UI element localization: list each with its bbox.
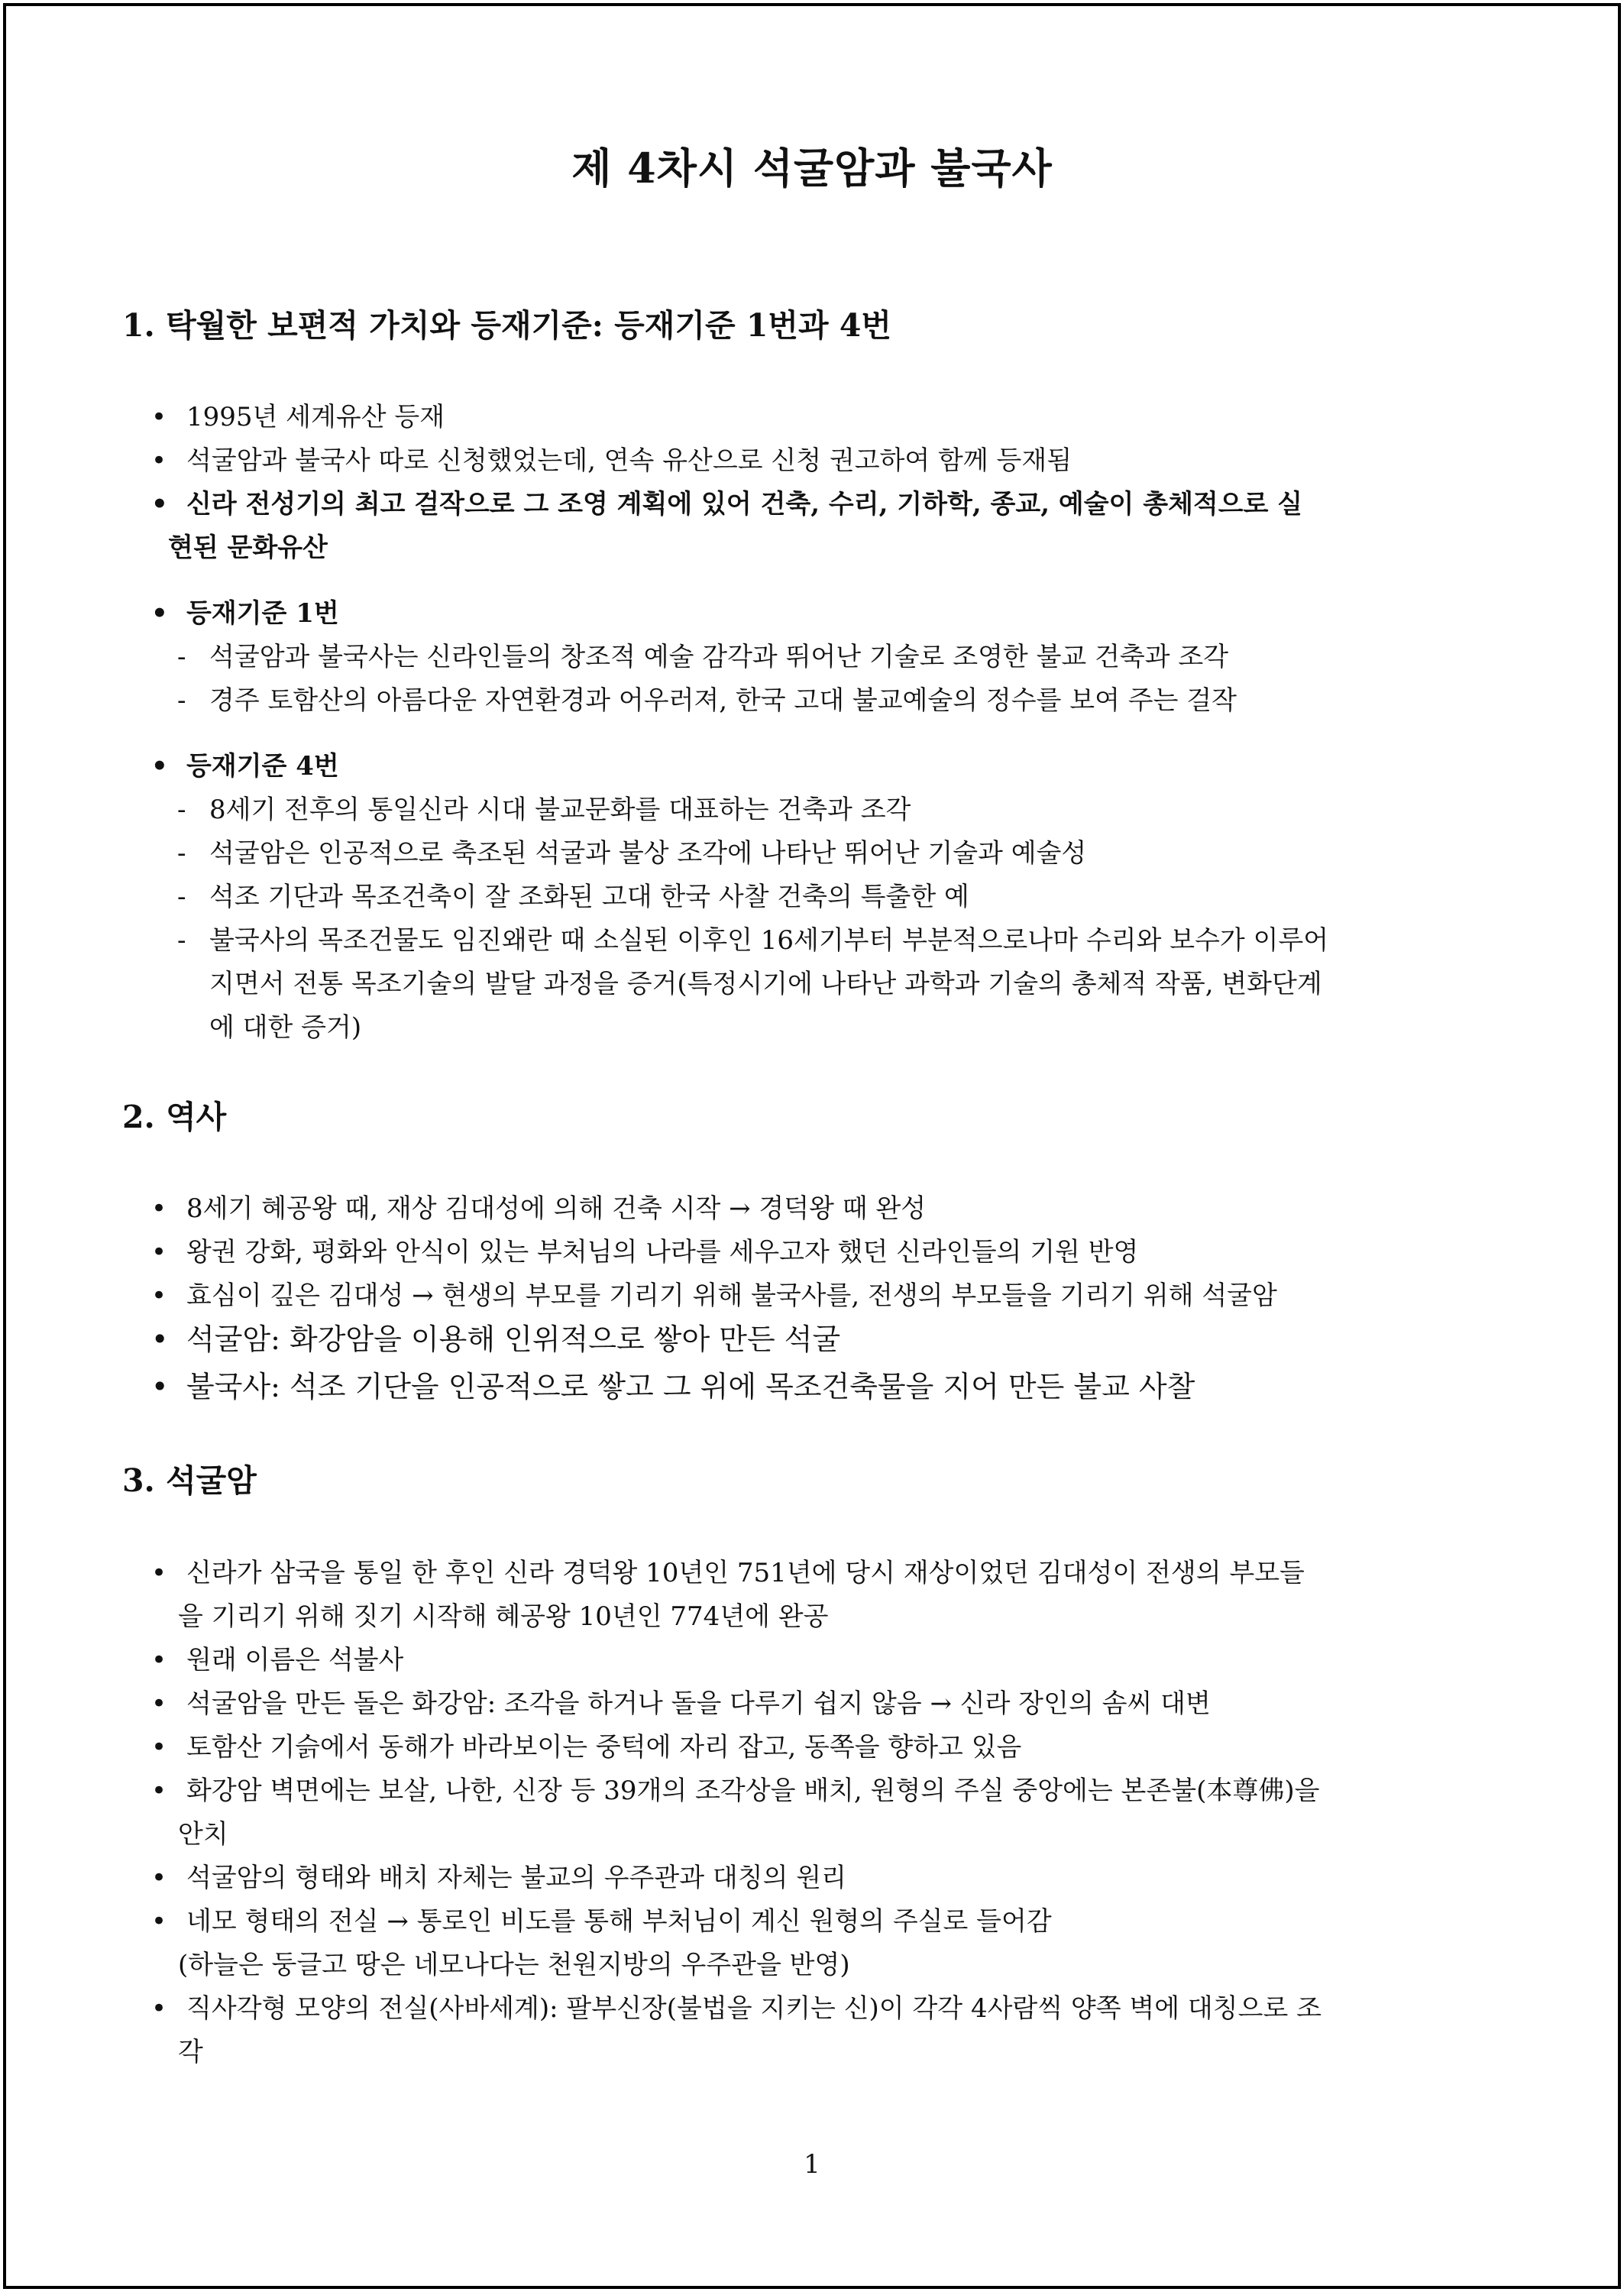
list-item (177, 681, 1237, 720)
list-item (151, 1772, 1319, 1810)
list-item-continuation: 각 (178, 2037, 203, 2067)
list-item-text: 신라가 삼국을 통일 한 후인 신라 경덕왕 10년인 751년에 당시 재상이었던 김대성이 전생의 부모들 (186, 1558, 1305, 1588)
list-item (151, 1320, 840, 1358)
list-item (177, 791, 911, 829)
list-item (151, 1368, 1195, 1406)
bullet-icon: • (151, 1993, 167, 2024)
list-item (151, 485, 1302, 523)
dash-icon: - (177, 838, 186, 869)
list-item-text: 석굴암의 형태와 배치 자체는 불교의 우주관과 대칭의 원리 (186, 1863, 846, 1893)
section3-heading: 3. 석굴암 (122, 1462, 257, 1499)
list-item-continuation: 을 기리기 위해 짓기 시작해 혜공왕 10년인 774년에 완공 (178, 1601, 829, 1632)
bullet-icon: • (151, 445, 167, 476)
list-item (151, 1277, 1277, 1315)
bullet-icon: • (151, 1645, 167, 1675)
section1-heading: 1. 탁월한 보편적 가치와 등재기준: 등재기준 1번과 4번 (122, 307, 892, 344)
dash-icon: - (177, 642, 186, 672)
bullet-icon: • (151, 402, 167, 432)
list-item-text: 등재기준 1번 (186, 598, 339, 629)
bullet-icon: • (151, 1280, 167, 1311)
list-item-text: 석굴암: 화강암을 이용해 인위적으로 쌓아 만든 석굴 (186, 1322, 841, 1356)
list-item-text: 등재기준 4번 (186, 751, 339, 782)
bullet-icon: • (151, 1732, 167, 1763)
list-item-continuation: (하늘은 둥글고 땅은 네모나다는 천원지방의 우주관을 반영) (178, 1950, 850, 1980)
dash-icon: - (177, 925, 186, 956)
list-item-continuation: 지면서 전통 목조기술의 발달 과정을 증거(특정시기에 나타난 과학과 기술의 총체적 작품, 변화단계 (209, 969, 1322, 999)
criterion4-label (151, 747, 339, 785)
document-page (3, 3, 1621, 2289)
section2-heading: 2. 역사 (122, 1099, 227, 1135)
list-item-text: 석굴암과 불국사는 신라인들의 창조적 예술 감각과 뛰어난 기술로 조영한 불교 건축과 조각 (209, 642, 1229, 672)
bullet-icon: • (151, 1322, 169, 1356)
list-item-continuation: 안치 (178, 1819, 228, 1850)
list-item (151, 1554, 1305, 1592)
list-item-text: 네모 형태의 전실 → 통로인 비도를 통해 부처님이 계신 원형의 주실로 들어감 (186, 1906, 1052, 1937)
list-item-text: 직사각형 모양의 전실(사바세계): 팔부신장(불법을 지키는 신)이 각각 4사람씩 양쪽 벽에 대칭으로 조 (186, 1993, 1322, 2024)
list-item (151, 398, 445, 436)
list-item-text: 석굴암과 불국사 따로 신청했었는데, 연속 유산으로 신청 권고하여 함께 등재됨 (186, 445, 1072, 476)
list-item-text: 불국사: 석조 기단을 인공적으로 쌓고 그 위에 목조건축물을 지어 만든 불교 사찰 (186, 1370, 1195, 1403)
page-number: 1 (804, 2149, 820, 2180)
bullet-icon: • (151, 751, 168, 782)
list-item (151, 1685, 1211, 1723)
bullet-icon: • (151, 598, 168, 629)
list-item-text: 불국사의 목조건물도 임진왜란 때 소실된 이후인 16세기부터 부분적으로나마 수리와 보수가 이루어 (209, 925, 1329, 956)
list-item (151, 1989, 1322, 2028)
list-item (177, 834, 1086, 872)
bullet-icon: • (151, 1688, 167, 1719)
list-item-text: 석굴암은 인공적으로 축조된 석굴과 불상 조각에 나타난 뛰어난 기술과 예술성 (209, 838, 1087, 869)
list-item (177, 878, 969, 916)
bullet-icon: • (151, 1558, 167, 1588)
list-item-text: 왕권 강화, 평화와 안식이 있는 부처님의 나라를 세우고자 했던 신라인들의 기원 반영 (186, 1237, 1139, 1267)
bullet-icon: • (151, 1370, 169, 1403)
document-title: 제 4차시 석굴암과 불국사 (571, 144, 1053, 193)
criterion1-label (151, 594, 339, 633)
bullet-icon: • (151, 1193, 167, 1224)
bullet-icon: • (151, 1237, 167, 1267)
list-item-text: 1995년 세계유산 등재 (186, 402, 445, 432)
list-item (151, 1190, 926, 1228)
list-item-text: 8세기 전후의 통일신라 시대 불교문화를 대표하는 건축과 조각 (209, 795, 911, 825)
list-item-text: 효심이 깊은 김대성 → 현생의 부모를 기리기 위해 불국사를, 전생의 부모들을 기리기 위해 석굴암 (186, 1280, 1277, 1311)
bullet-icon: • (151, 1776, 167, 1806)
list-item-text: 원래 이름은 석불사 (186, 1645, 404, 1675)
list-item (151, 1859, 846, 1897)
dash-icon: - (177, 795, 186, 825)
list-item-continuation: 현된 문화유산 (168, 533, 328, 563)
list-item (151, 1728, 1021, 1766)
bullet-icon: • (151, 1863, 167, 1893)
list-item-text: 토함산 기슭에서 동해가 바라보이는 중턱에 자리 잡고, 동쪽을 향하고 있음 (186, 1732, 1022, 1763)
list-item-text: 화강암 벽면에는 보살, 나한, 신장 등 39개의 조각상을 배치, 원형의 주실 중앙에는 본존불(本尊佛)을 (186, 1776, 1320, 1806)
list-item-text: 석굴암을 만든 돌은 화강암: 조각을 하거나 돌을 다루기 쉽지 않음 → 신라 장인의 솜씨 대변 (186, 1688, 1211, 1719)
list-item (151, 442, 1072, 480)
list-item (177, 921, 1328, 960)
list-item-text: 신라 전성기의 최고 걸작으로 그 조영 계획에 있어 건축, 수리, 기하학, 종교, 예술이 총체적으로 실 (186, 489, 1303, 520)
list-item (151, 1902, 1052, 1941)
list-item (177, 638, 1228, 676)
list-item-text: 경주 토함산의 아름다운 자연환경과 어우러져, 한국 고대 불교예술의 정수를 보여 주는 걸작 (209, 685, 1237, 716)
list-item (151, 1233, 1138, 1271)
bullet-icon: • (151, 489, 168, 520)
list-item-continuation: 에 대한 증거) (209, 1012, 362, 1043)
list-item (151, 1641, 403, 1679)
dash-icon: - (177, 685, 186, 716)
bullet-icon: • (151, 1906, 167, 1937)
list-item-text: 석조 기단과 목조건축이 잘 조화된 고대 한국 사찰 건축의 특출한 예 (209, 882, 969, 912)
dash-icon: - (177, 882, 186, 912)
list-item-text: 8세기 혜공왕 때, 재상 김대성에 의해 건축 시작 → 경덕왕 때 완성 (186, 1193, 927, 1224)
